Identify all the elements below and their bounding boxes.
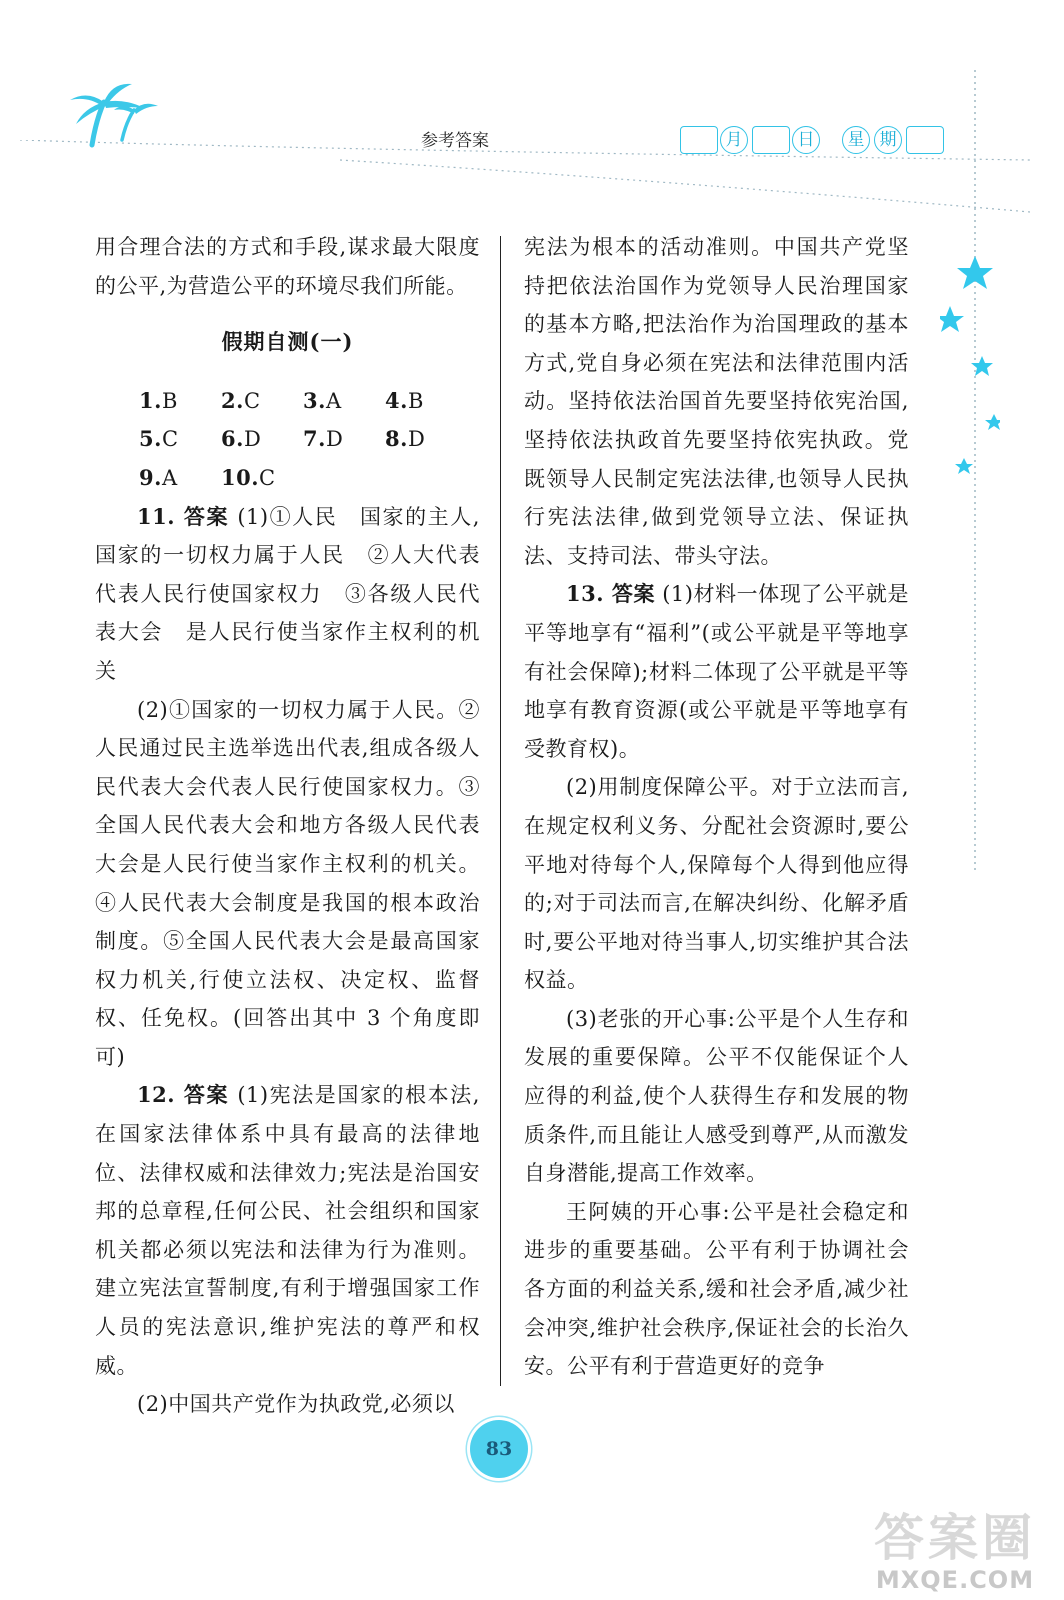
mc-answer: 1.B [139, 387, 178, 413]
mc-answer: 6.D [221, 426, 262, 452]
left-column [95, 228, 502, 1424]
mc-row [95, 459, 480, 498]
q13-part2: (2)用制度保障公平。对于立法而言,在规定权利义务、分配社会资源时,要公平地对待每个人,保障每个人得到他应得的;对于司法而言,在解决纠纷、化解矛盾时,要公平地对待当事人,切实维护其合法权益。 [524, 775, 909, 993]
weekday-box [906, 126, 944, 154]
mc-answer: 7.D [303, 426, 344, 452]
right-column [524, 228, 909, 1386]
mc-answer: 8.D [385, 426, 426, 452]
mc-answer: 9.A [139, 464, 178, 490]
intro-paragraph: 用合理合法的方式和手段,谋求最大限度的公平,为营造公平的环境尽我们所能。 [95, 235, 480, 298]
weekday-label-2: 期 [874, 126, 902, 154]
watermark-url: MXQE.COM [875, 1566, 1035, 1594]
star-icon [985, 414, 1000, 430]
q11-part1: 11. 答案 (1)①人民 国家的主人,国家的一切权力属于人民 ②人大代表 代表人民行使国家权力 ③各级人民代表大会 是人民行使当家作主权利的机关 [95, 503, 502, 683]
star-decoration [940, 70, 1000, 870]
q12-part2: (2)中国共产党作为执政党,必须以 [137, 1392, 455, 1417]
q12-label: 12. 答案 [137, 1082, 230, 1108]
q13-part1: 13. 答案 (1)材料一体现了公平就是平等地享有“福利”(或公平就是平等地享有社会保障);材料二体现了公平就是平等地享有教育资源(或公平就是平等地享有受教育权)。 [524, 581, 909, 761]
header-title: 参考答案 [421, 131, 489, 151]
column-divider [500, 236, 501, 1386]
q13-part4: 王阿姨的开心事:公平是社会稳定和进步的重要基础。公平有利于协调社会各方面的利益关系,缓和社会矛盾,减少社会冲突,维护社会秩序,保证社会的长治久安。公平有利于营造更好的竞争 [524, 1199, 909, 1379]
star-icon [955, 458, 973, 474]
month-label: 月 [720, 126, 748, 154]
q12-continuation: 宪法为根本的活动准则。中国共产党坚持把依法治国作为党领导人民治理国家的基本方略,把法治作为治国理政的基本方式,党自身必须在宪法和法律范围内活动。坚持依法治国首先要坚持依宪治国,坚持依法执政首先要坚持依宪执政。党既领导人民制定宪法法律,也领导人民执行宪法法律,做到党领导立法、保证执法、支持司法、带头守法。 [524, 235, 909, 568]
mc-answer: 2.C [221, 387, 261, 413]
mc-answer: 4.B [385, 387, 424, 413]
section-title: 假期自测(一) [221, 329, 354, 355]
q13-part3: (3)老张的开心事:公平是个人生存和发展的重要保障。公平不仅能保证个人应得的利益,使个人获得生存和发展的物质条件,而且能让人感受到尊严,从而激发自身潜能,提高工作效率。 [524, 1006, 909, 1186]
month-box [680, 126, 718, 154]
mc-row [95, 382, 480, 421]
q11-part2: (2)①国家的一切权力属于人民。②人民通过民主选举选出代表,组成各级人民代表大会代表人民行使国家权力。③全国人民代表大会和地方各级人民代表大会是人民行使当家作主权利的机关。④人民代表大会制度是我国的根本政治制度。⑤全国人民代表大会是最高国家权力机关,行使立法权、决定权、监督权、任免权。(回答出其中 3 个角度即可) [95, 697, 480, 1069]
mc-answer: 5.C [139, 426, 179, 452]
palm-tree-icon [62, 80, 162, 150]
watermark-logo: 答案圈 [874, 1509, 1036, 1567]
day-box [752, 126, 790, 154]
q13-label: 13. 答案 [566, 581, 655, 607]
page-number: 83 [470, 1420, 528, 1478]
weekday-label-1: 星 [842, 126, 870, 154]
star-icon [957, 256, 993, 289]
mc-row [95, 420, 480, 459]
q12-part1: 12. 答案 (1)宪法是国家的根本法,在国家法律体系中具有最高的法律地位、法律权威和法律效力;宪法是治国安邦的总章程,任何公民、社会组织和国家机关都必须以宪法和法律为行为准则。建立宪法宣誓制度,有利于增强国家工作人员的宪法意识,维护宪法的尊严和权威。 [95, 1082, 480, 1378]
mc-answer: 10.C [221, 464, 276, 490]
star-icon [940, 306, 964, 332]
q11-label: 11. 答案 [137, 503, 230, 529]
mc-answer: 3.A [303, 387, 342, 413]
day-label: 日 [792, 126, 820, 154]
date-boxes [680, 124, 946, 156]
